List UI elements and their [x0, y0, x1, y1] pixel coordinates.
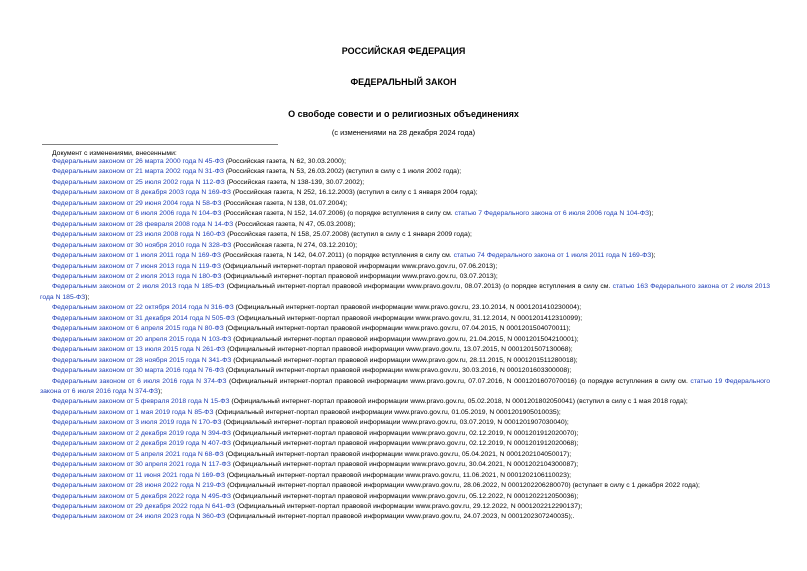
amendment-item	[40, 314, 770, 324]
amendment-publication-text: (Официальный интернет-портал правовой информации www.pravo.gov.ru, 30.03.2016, N 0001201603300008);	[224, 367, 572, 375]
amendment-publication-text: (Российская газета, N 47, 05.03.2008);	[233, 220, 356, 228]
amendment-law-link[interactable]: Федеральным законом от 30 марта 2016 года N 76-ФЗ	[52, 367, 224, 375]
amendment-law-link[interactable]: Федеральным законом от 5 апреля 2021 года N 68-ФЗ	[52, 450, 224, 458]
amendment-law-link[interactable]: Федеральным законом от 29 июня 2004 года N 58-ФЗ	[52, 199, 222, 207]
amendment-item	[40, 366, 770, 376]
amendment-item	[40, 241, 770, 251]
amendment-law-link[interactable]: Федеральным законом от 1 июля 2011 года N 169-ФЗ	[52, 252, 221, 260]
amendment-item	[40, 377, 770, 398]
amendment-item	[40, 418, 770, 428]
amendment-item	[40, 324, 770, 334]
amendment-publication-text: (Официальный интернет-портал правовой информации www.pravo.gov.ru, 05.12.2022, N 0001202212050036);	[231, 492, 579, 500]
article-reference-link[interactable]: статью 7 Федерального закона от 6 июля 2006 года N 104-ФЗ	[454, 210, 650, 218]
amendment-law-link[interactable]: Федеральным законом от 6 июля 2016 года N 374-ФЗ	[52, 377, 227, 385]
amendment-item	[40, 282, 770, 303]
amendment-law-link[interactable]: Федеральным законом от 2 июля 2013 года N 180-ФЗ	[52, 272, 222, 280]
amendment-tail-text: );	[651, 252, 656, 260]
amendments-intro: Документ с изменениями, внесенными:	[52, 150, 177, 157]
amendment-item	[40, 188, 770, 198]
amendment-publication-text: (Российская газета, N 158, 25.07.2008) (вступил в силу с 1 января 2009 года);	[225, 231, 472, 239]
amendment-law-link[interactable]: Федеральным законом от 2 июля 2013 года N 185-ФЗ	[52, 283, 225, 291]
amendment-law-link[interactable]: Федеральным законом от 28 февраля 2008 года N 14-ФЗ	[52, 220, 234, 228]
amendment-publication-text: (Официальный интернет-портал правовой информации www.pravo.gov.ru, 28.06.2022, N 0001202206280070) (вступает в силу с 1 декабря 2022 года);	[225, 482, 700, 490]
amendment-law-link[interactable]: Федеральным законом от 22 октября 2014 года N 316-ФЗ	[52, 304, 234, 312]
amendment-publication-text: (Официальный интернет-портал правовой информации www.pravo.gov.ru, 02.12.2019, N 0001201912020070);	[231, 429, 579, 437]
amendment-law-link[interactable]: Федеральным законом от 28 июня 2022 года N 219-ФЗ	[52, 482, 226, 490]
amendment-law-link[interactable]: Федеральным законом от 7 июня 2013 года N 119-ФЗ	[52, 262, 221, 270]
amendment-publication-text: (Официальный интернет-портал правовой информации www.pravo.gov.ru, 23.10.2014, N 0001201410230004);	[233, 304, 582, 312]
amendment-law-link[interactable]: Федеральным законом от 2 декабря 2019 года N 407-ФЗ	[52, 440, 232, 448]
amendment-law-link[interactable]: Федеральным законом от 24 июля 2023 года N 360-ФЗ	[52, 513, 226, 521]
amendment-item	[40, 209, 770, 219]
amendment-item	[40, 439, 770, 449]
amendment-law-link[interactable]: Федеральным законом от 1 мая 2019 года N 85-ФЗ	[52, 408, 214, 416]
amendment-publication-text: (Официальный интернет-портал правовой информации www.pravo.gov.ru, 07.04.2015, N 0001201504070011);	[223, 325, 571, 333]
amendment-publication-text: (Официальный интернет-портал правовой информации www.pravo.gov.ru, 03.07.2013);	[221, 272, 498, 280]
amendment-tail-text: );	[649, 210, 654, 218]
amendment-item	[40, 408, 770, 418]
amendment-publication-text: (Официальный интернет-портал правовой информации www.pravo.gov.ru, 28.11.2015, N 0001201511280018);	[231, 356, 578, 364]
amendment-law-link[interactable]: Федеральным законом от 26 марта 2000 года N 45-ФЗ	[52, 158, 224, 165]
amendment-item	[40, 262, 770, 272]
amendment-law-link[interactable]: Федеральным законом от 23 июля 2008 года N 160-ФЗ	[52, 231, 226, 239]
amendment-item	[40, 450, 770, 460]
edition-note: (с изменениями на 28 декабря 2024 года)	[331, 128, 476, 137]
amendment-item	[40, 460, 770, 470]
amendment-publication-text: (Официальный интернет-портал правовой информации www.pravo.gov.ru, 29.12.2022, N 0001202212290137);	[234, 502, 583, 510]
amendment-law-link[interactable]: Федеральным законом от 3 июля 2019 года N 170-ФЗ	[52, 419, 222, 427]
amendment-publication-text: (Российская газета, N 62, 30.03.2000);	[224, 158, 346, 165]
amendment-publication-text: (Российская газета, N 53, 26.03.2002) (вступил в силу с 1 июля 2002 года);	[224, 168, 462, 176]
amendment-law-link[interactable]: Федеральным законом от 31 декабря 2014 года N 505-ФЗ	[52, 314, 235, 322]
amendment-item	[40, 502, 770, 512]
amendment-publication-text: (Официальный интернет-портал правовой информации www.pravo.gov.ru, 05.02.2018, N 0001201802050041) (вступил в силу с 1 мая 2018 года);	[229, 398, 688, 406]
amendment-publication-text: (Официальный интернет-портал правовой информации www.pravo.gov.ru, 31.12.2014, N 0001201412310099);	[234, 314, 583, 322]
amendment-publication-text: (Российская газета, N 252, 16.12.2003) (вступил в силу с 1 января 2004 года);	[231, 189, 478, 197]
amendment-law-link[interactable]: Федеральным законом от 25 июля 2002 года N 112-ФЗ	[52, 178, 225, 186]
amendment-law-link[interactable]: Федеральным законом от 30 апреля 2021 года N 117-ФЗ	[52, 461, 231, 469]
amendment-publication-text: (Официальный интернет-портал правовой информации www.pravo.gov.ru, 05.04.2021, N 0001202104050017);	[223, 450, 572, 458]
amendment-item	[40, 481, 770, 491]
amendment-item	[40, 512, 770, 522]
amendment-tail-text: );	[158, 387, 163, 395]
amendment-publication-text: (Российская газета, N 152, 14.07.2006) (о порядке вступления в силу см.	[221, 210, 455, 218]
law-title: О свободе совести и о религиозных объединениях	[288, 109, 519, 119]
amendment-item	[40, 230, 770, 240]
amendment-publication-text: (Официальный интернет-портал правовой информации www.pravo.gov.ru, 24.07.2023, N 0001202307240035);.	[225, 513, 575, 521]
amendment-law-link[interactable]: Федеральным законом от 8 декабря 2003 года N 169-ФЗ	[52, 189, 232, 197]
amendment-item	[40, 220, 770, 230]
amendment-publication-text: (Официальный интернет-портал правовой информации www.pravo.gov.ru, 03.07.2019, N 0001201907030040);	[221, 419, 569, 427]
amendment-publication-text: (Официальный интернет-портал правовой информации www.pravo.gov.ru, 02.12.2019, N 0001201912020068);	[231, 440, 579, 448]
amendment-law-link[interactable]: Федеральным законом от 5 февраля 2018 года N 15-ФЗ	[52, 398, 230, 406]
amendment-publication-text: (Официальный интернет-портал правовой информации www.pravo.gov.ru, 07.06.2013);	[220, 262, 498, 270]
amendment-item	[40, 356, 770, 366]
amendment-publication-text: (Официальный интернет-портал правовой информации www.pravo.gov.ru, 07.07.2016, N 0001201607070016) (о порядке вступления в силу см.	[226, 377, 691, 385]
amendment-item	[40, 199, 770, 209]
amendment-publication-text: (Российская газета, N 138, 01.07.2004);	[221, 199, 348, 207]
amendment-publication-text: (Официальный интернет-портал правовой информации www.pravo.gov.ru, 08.07.2013) (о порядке вступления в силу см.	[224, 283, 613, 291]
amendment-item	[40, 272, 770, 282]
amendment-law-link[interactable]: Федеральным законом от 20 апреля 2015 года N 103-ФЗ	[52, 335, 232, 343]
amendment-law-link[interactable]: Федеральным законом от 6 апреля 2015 года N 80-ФЗ	[52, 325, 224, 333]
amendment-item	[40, 167, 770, 177]
amendment-item	[40, 397, 770, 407]
amendment-publication-text: (Официальный интернет-портал правовой информации www.pravo.gov.ru, 30.04.2021, N 0001202104300087);	[230, 461, 579, 469]
amendment-item	[40, 157, 770, 167]
amendment-tail-text: );	[85, 293, 90, 301]
amendment-law-link[interactable]: Федеральным законом от 6 июля 2006 года N 104-ФЗ	[52, 210, 222, 218]
amendment-publication-text: (Официальный интернет-портал правовой информации www.pravo.gov.ru, 21.04.2015, N 0001201504210001);	[231, 335, 579, 343]
amendment-law-link[interactable]: Федеральным законом от 11 июня 2021 года N 169-ФЗ	[52, 471, 225, 479]
amendment-publication-text: (Российская газета, N 274, 03.12.2010);	[231, 241, 358, 249]
amendment-publication-text: (Официальный интернет-портал правовой информации www.pravo.gov.ru, 01.05.2019, N 0001201905010035);	[213, 408, 561, 416]
amendment-publication-text: (Официальный интернет-портал правовой информации www.pravo.gov.ru, 11.06.2021, N 0001202106110023);	[224, 471, 572, 479]
amendment-law-link[interactable]: Федеральным законом от 28 ноября 2015 года N 341-ФЗ	[52, 356, 232, 364]
amendment-item	[40, 492, 770, 502]
amendment-law-link[interactable]: Федеральным законом от 2 декабря 2019 года N 394-ФЗ	[52, 429, 232, 437]
amendment-item	[40, 251, 770, 261]
amendment-item	[40, 429, 770, 439]
amendment-law-link[interactable]: Федеральным законом от 13 июля 2015 года N 261-ФЗ	[52, 346, 226, 354]
amendment-publication-text: (Российская газета, N 138-139, 30.07.2002);	[224, 178, 365, 186]
law-type-heading: ФЕДЕРАЛЬНЫЙ ЗАКОН	[350, 77, 457, 87]
amendment-law-link[interactable]: Федеральным законом от 29 декабря 2022 года N 641-ФЗ	[52, 502, 235, 510]
article-reference-link[interactable]: статью 19 Федерального закона от 6 июля 2016 года N 374-ФЗ	[40, 377, 770, 395]
country-heading: РОССИЙСКАЯ ФЕДЕРАЦИЯ	[341, 46, 466, 56]
amendment-item	[40, 335, 770, 345]
amendment-publication-text: (Российская газета, N 142, 04.07.2011) (о порядке вступления в силу см.	[221, 252, 454, 260]
amendments-list	[40, 157, 770, 523]
article-reference-link[interactable]: статью 74 Федерального закона от 1 июля 2011 года N 169-ФЗ	[453, 252, 652, 260]
article-reference-link[interactable]: статью 163 Федерального закона от 2 июля 2013 года N 185-ФЗ	[40, 283, 770, 301]
amendment-item	[40, 471, 770, 481]
amendment-law-link[interactable]: Федеральным законом от 21 марта 2002 года N 31-ФЗ	[52, 168, 224, 176]
amendment-law-link[interactable]: Федеральным законом от 30 ноября 2010 года N 328-ФЗ	[52, 241, 232, 249]
amendment-item	[40, 178, 770, 188]
amendment-law-link[interactable]: Федеральным законом от 5 декабря 2022 года N 495-ФЗ	[52, 492, 232, 500]
amendment-item	[40, 345, 770, 355]
amendment-item	[40, 303, 770, 313]
amendment-publication-text: (Официальный интернет-портал правовой информации www.pravo.gov.ru, 13.07.2015, N 0001201507130068);	[225, 346, 573, 354]
header-divider	[42, 144, 278, 145]
